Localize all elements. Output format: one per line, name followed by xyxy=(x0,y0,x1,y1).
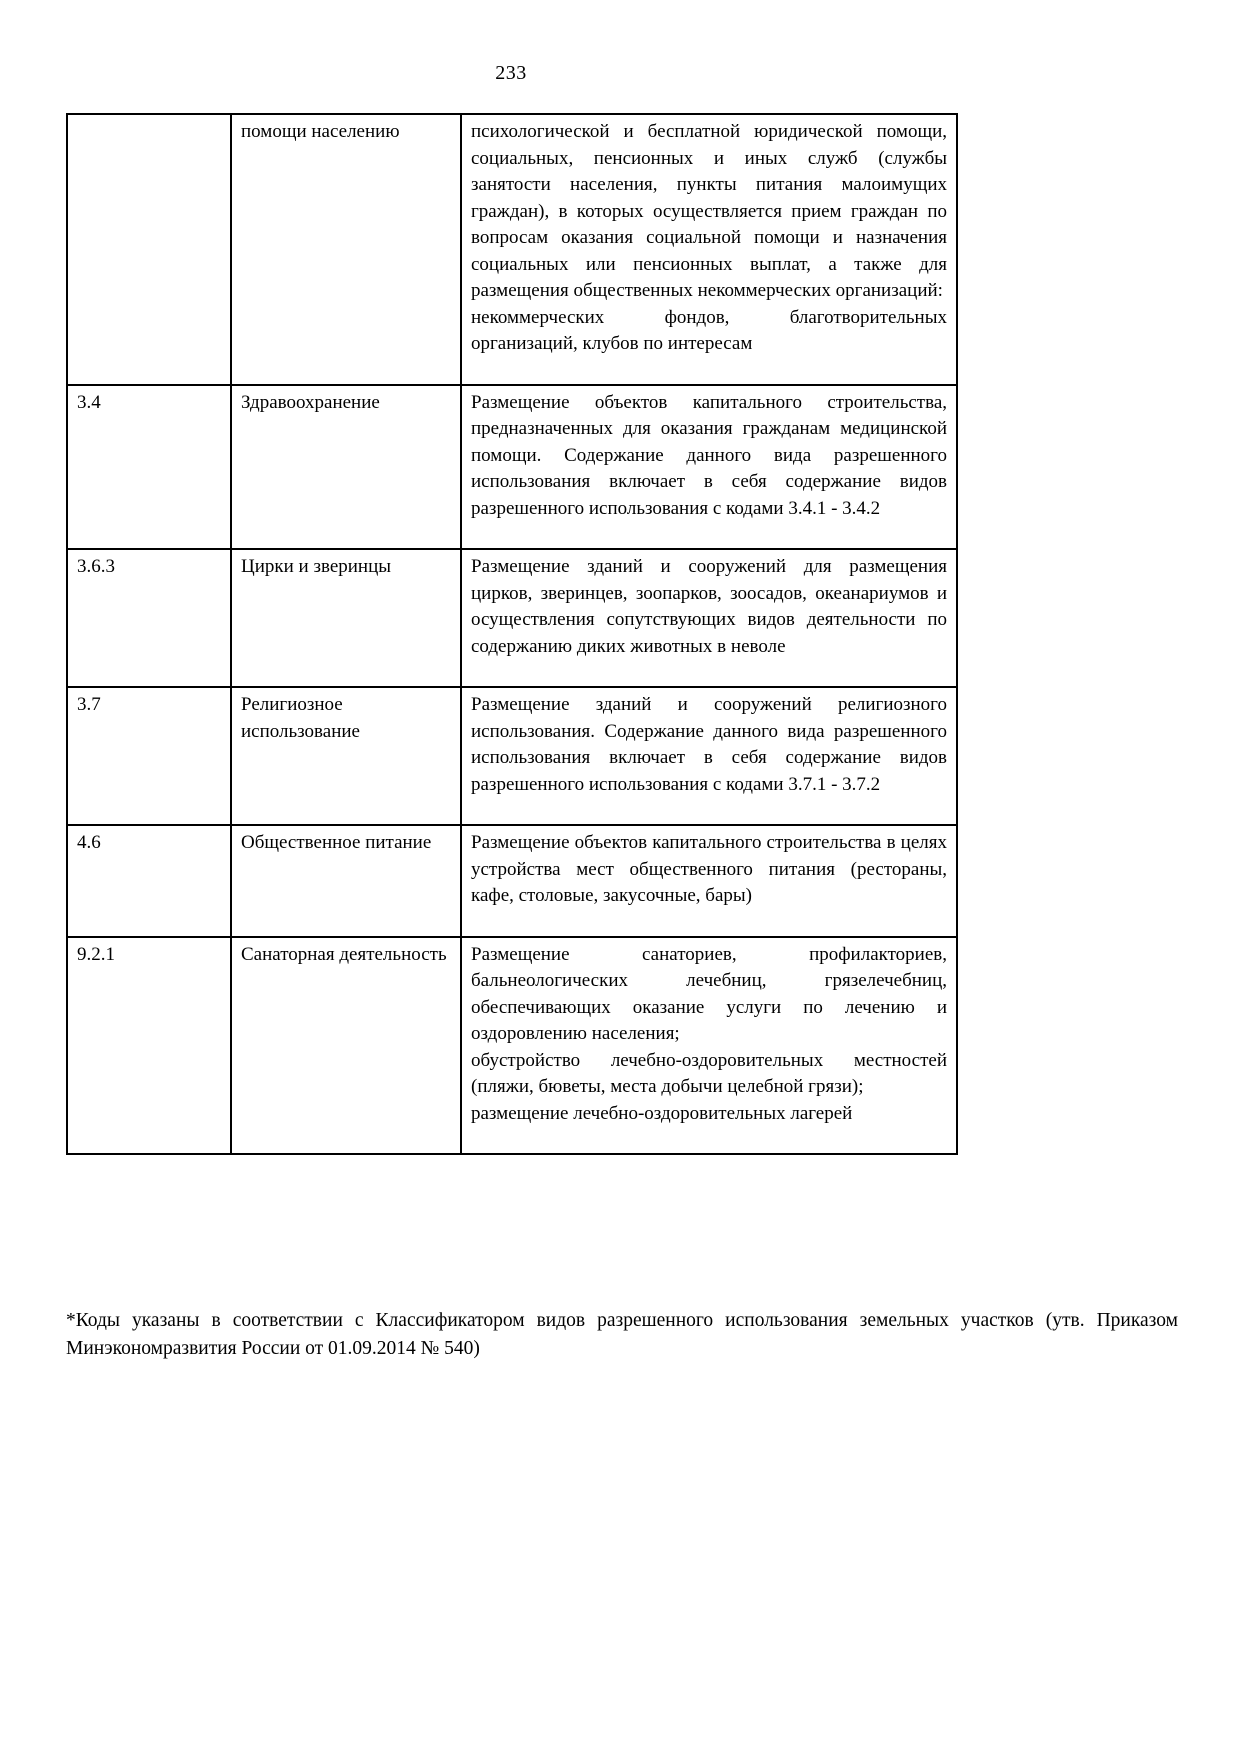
row-code: 9.2.1 xyxy=(67,937,231,1155)
row-name: помощи населению xyxy=(231,114,461,385)
row-description xyxy=(461,114,957,385)
description-paragraph: некоммерческих фондов, благотворительных организаций, клубов по интересам xyxy=(471,306,947,354)
row-name: Здравоохранение xyxy=(231,385,461,550)
row-description xyxy=(461,687,957,825)
table-row xyxy=(67,825,957,937)
land-use-classification-table xyxy=(66,113,958,1155)
description-paragraph: Размещение санаториев, профилакториев, бальнеологических лечебниц, грязелечебниц, обеспечивающих оказание услуги по лечению и оздоровлению населения; xyxy=(471,943,947,1044)
description-paragraph: психологической и бесплатной юридической помощи, социальных, пенсионных и иных служб (службы занятости населения, пункты питания малоимущих граждан), в которых осуществляется прием граждан по вопросам оказания социальной помощи и назначения социальных или пенсионных выплат, а также для размещения общественных некоммерческих организаций: xyxy=(471,121,947,301)
row-code: 3.6.3 xyxy=(67,549,231,687)
page-number: 233 xyxy=(495,62,527,84)
row-description xyxy=(461,937,957,1155)
description-paragraph: размещение лечебно-оздоровительных лагерей xyxy=(471,1102,853,1124)
row-description xyxy=(461,825,957,937)
description-paragraph: обустройство лечебно-оздоровительных местностей (пляжи, бюветы, места добычи целебной грязи); xyxy=(471,1049,947,1097)
row-description xyxy=(461,549,957,687)
row-description xyxy=(461,385,957,550)
row-code: 3.7 xyxy=(67,687,231,825)
row-code: 3.4 xyxy=(67,385,231,550)
row-name: Санаторная деятельность xyxy=(231,937,461,1155)
table-row xyxy=(67,114,957,385)
description-paragraph: Размещение объектов капитального строительства в целях устройства мест общественного питания (рестораны, кафе, столовые, закусочные, бары) xyxy=(471,832,947,906)
description-paragraph: Размещение объектов капитального строительства, предназначенных для оказания гражданам медицинской помощи. Содержание данного вида разрешенного использования включает в себя содержание видов разрешенного использования с кодами 3.4.1 - 3.4.2 xyxy=(471,391,947,519)
row-code xyxy=(67,114,231,385)
description-paragraph: Размещение зданий и сооружений религиозного использования. Содержание данного вида разрешенного использования включает в себя содержание видов разрешенного использования с кодами 3.7.1 - 3.7.2 xyxy=(471,694,947,795)
row-name: Цирки и зверинцы xyxy=(231,549,461,687)
row-name: Общественное питание xyxy=(231,825,461,937)
table-row xyxy=(67,385,957,550)
classification-table-body xyxy=(67,114,957,1154)
table-row xyxy=(67,549,957,687)
table-row xyxy=(67,687,957,825)
row-code: 4.6 xyxy=(67,825,231,937)
row-name: Религиозное использование xyxy=(231,687,461,825)
description-paragraph: Размещение зданий и сооружений для размещения цирков, зверинцев, зоопарков, зоосадов, океанариумов и осуществления сопутствующих видов деятельности по содержанию диких животных в неволе xyxy=(471,556,947,657)
footnote: *Коды указаны в соответствии с Классификатором видов разрешенного использования земельных участков (утв. Приказом Минэкономразвития России от 01.09.2014 № 540) xyxy=(66,1310,1178,1359)
table-row xyxy=(67,937,957,1155)
